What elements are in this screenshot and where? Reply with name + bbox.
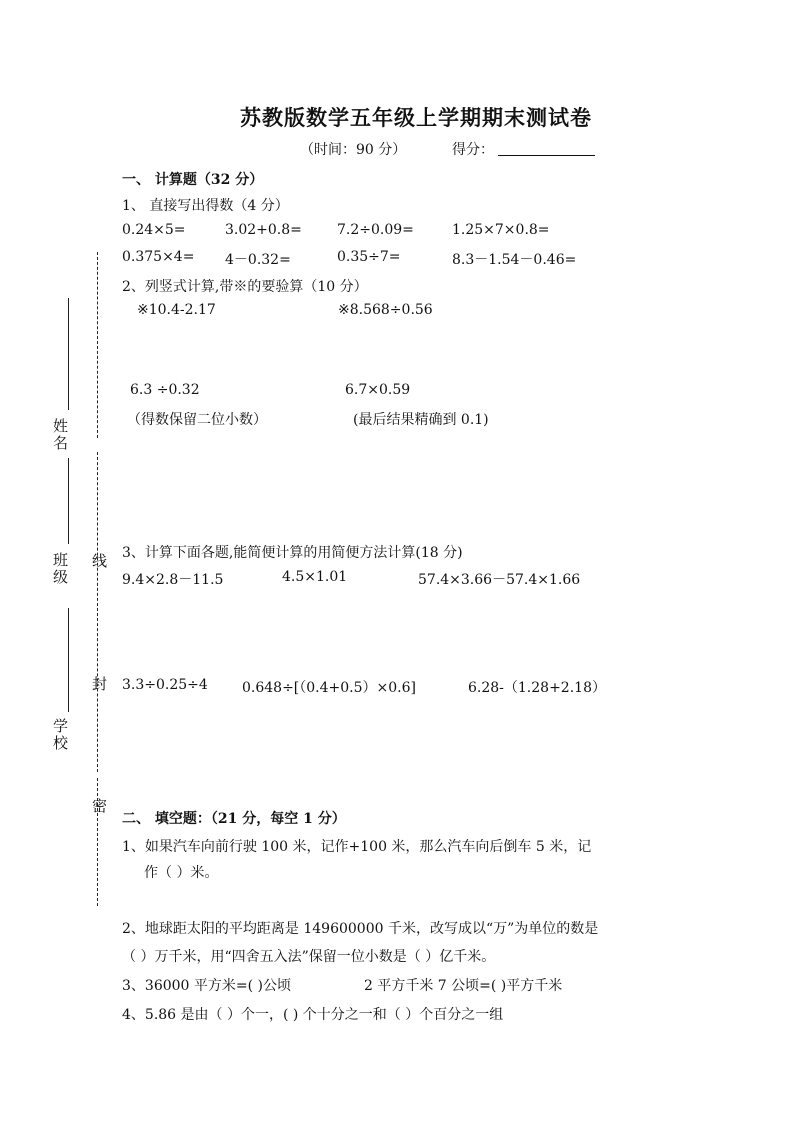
s2-q3-part-a: 3、36000 平方米=( )公顷 bbox=[122, 978, 291, 994]
s2-q2-line1: 2、地球距太阳的平均距离是 149600000 千米，改写成以“万”为单位的数是 bbox=[122, 921, 599, 937]
q3-item: 57.4×3.66－57.4×1.66 bbox=[418, 572, 581, 588]
school-underline bbox=[68, 608, 69, 712]
q1-item: 7.2÷0.09= bbox=[337, 222, 414, 238]
section1-heading: 一、 计算题（32 分） bbox=[122, 172, 264, 188]
q1-item: 4－0.32= bbox=[225, 252, 291, 268]
name-label: 姓名 bbox=[51, 418, 69, 452]
s2-q4: 4、5.86 是由（ ）个一，( ) 个十分之一和（ ）个百分之一组 bbox=[122, 1007, 504, 1023]
q1-item: 1.25×7×0.8= bbox=[452, 222, 550, 238]
s2-q3-part-b: 2 平方千米 7 公顷=( )平方千米 bbox=[364, 978, 563, 994]
q3-label: 3、计算下面各题,能简便计算的用简便方法计算(18 分) bbox=[122, 545, 463, 561]
s2-q1-line1: 1、如果汽车向前行驶 100 米，记作+100 米，那么汽车向后倒车 5 米，记 bbox=[122, 839, 592, 855]
q2-item: ※8.568÷0.56 bbox=[338, 302, 433, 318]
score-blank[interactable] bbox=[498, 155, 595, 156]
q1-item: 3.02+0.8= bbox=[225, 222, 302, 238]
q3-item: 9.4×2.8－11.5 bbox=[122, 572, 224, 588]
seal-char-seal: 封 bbox=[90, 676, 108, 693]
school-label: 学校 bbox=[51, 718, 69, 752]
seal-char-secret: 密 bbox=[90, 798, 108, 815]
q2-item: ※10.4-2.17 bbox=[137, 302, 216, 318]
q1-label: 1、 直接写出得数（4 分） bbox=[122, 198, 289, 214]
time-limit: （时间：90 分） bbox=[300, 142, 407, 158]
q3-item: 3.3÷0.25÷4 bbox=[122, 677, 208, 693]
s2-q1-line2: 作（ ）米。 bbox=[144, 865, 219, 881]
q2-item: 6.3 ÷0.32 bbox=[130, 382, 200, 398]
q2-note: (最后结果精确到 0.1) bbox=[353, 412, 489, 428]
q3-item: 4.5×1.01 bbox=[282, 569, 348, 585]
page-title: 苏教版数学五年级上学期期末测试卷 bbox=[240, 106, 592, 130]
q1-item: 0.35÷7= bbox=[337, 249, 401, 265]
score-label: 得分： bbox=[452, 142, 494, 158]
binding-dashed-line-top bbox=[97, 252, 98, 438]
q1-item: 0.375×4= bbox=[122, 249, 195, 265]
binding-dashed-line-middle bbox=[97, 452, 98, 772]
q2-item: 6.7×0.59 bbox=[345, 382, 411, 398]
q3-item: 0.648÷[（0.4+0.5）×0.6] bbox=[242, 680, 416, 696]
name-underline bbox=[68, 298, 69, 410]
q1-item: 0.24×5= bbox=[122, 222, 186, 238]
q2-label: 2、列竖式计算,带※的要验算（10 分） bbox=[122, 279, 368, 295]
s2-q2-line2: （ ）万千米，用“四舍五入法”保留一位小数是（ ）亿千米。 bbox=[122, 949, 496, 965]
q1-item: 8.3－1.54－0.46= bbox=[452, 252, 577, 268]
section2-heading: 二、 填空题：（21 分，每空 1 分） bbox=[122, 811, 346, 827]
seal-char-line: 线 bbox=[90, 553, 108, 570]
q3-item: 6.28-（1.28+2.18） bbox=[468, 680, 606, 696]
class-underline bbox=[68, 458, 69, 544]
q2-note: （得数保留二位小数） bbox=[127, 412, 267, 428]
class-label: 班级 bbox=[51, 552, 69, 586]
